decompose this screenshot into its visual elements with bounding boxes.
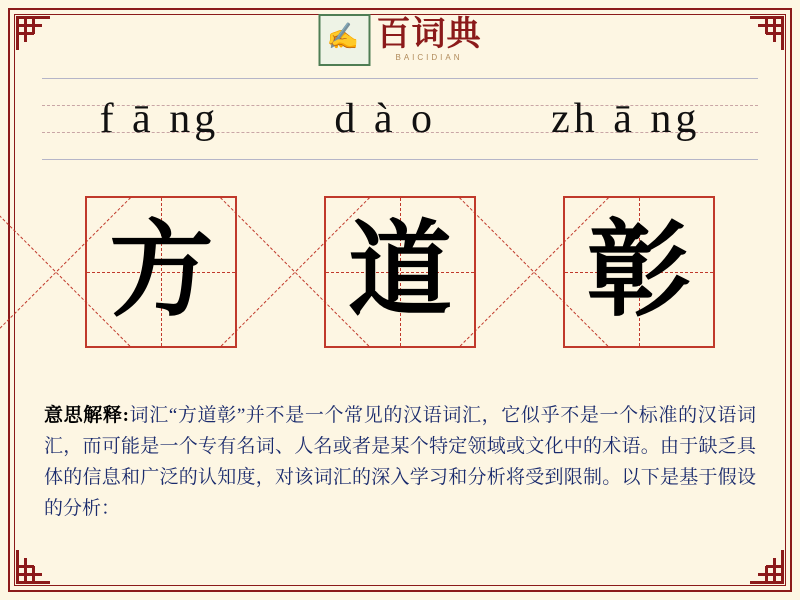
character-cell-1[interactable] (85, 196, 237, 348)
pinyin-2: d à o (334, 96, 436, 142)
brand-logo[interactable] (319, 12, 482, 68)
character-glyph-3: 彰 (586, 214, 691, 329)
pinyin-1: f ā ng (99, 96, 220, 142)
seal-brush-icon: ✍ (319, 14, 371, 66)
pinyin-row (42, 78, 758, 160)
pinyin-staff (42, 78, 758, 160)
corner-ornament-top-right (750, 16, 784, 50)
brand-name-en: BAICIDIAN (395, 53, 463, 62)
corner-ornament-bottom-right (750, 550, 784, 584)
corner-ornament-top-left (16, 16, 50, 50)
character-cell-2[interactable] (324, 196, 476, 348)
brand-logo-text (377, 18, 482, 62)
character-cell-3[interactable] (563, 196, 715, 348)
character-grid-row (42, 196, 758, 366)
explanation-label: 意思解释: (44, 405, 129, 426)
brand-name-cn: 百词典 (376, 16, 482, 53)
character-glyph-2: 道 (347, 214, 452, 329)
pinyin-3: zh ā ng (551, 96, 701, 142)
corner-ornament-bottom-left (16, 550, 50, 584)
explanation-text: 词汇“方道彰”并不是一个常见的汉语词汇，它似乎不是一个标准的汉语词汇，而可能是一个专有名词、人名或者是某个特定领域或文化中的术语。由于缺乏具体的信息和广泛的认知度，对该词汇的深入学习和分析将受到限制。以下是基于假设的分析： (44, 405, 756, 519)
character-glyph-1: 方 (109, 214, 214, 329)
explanation-block (44, 400, 756, 524)
